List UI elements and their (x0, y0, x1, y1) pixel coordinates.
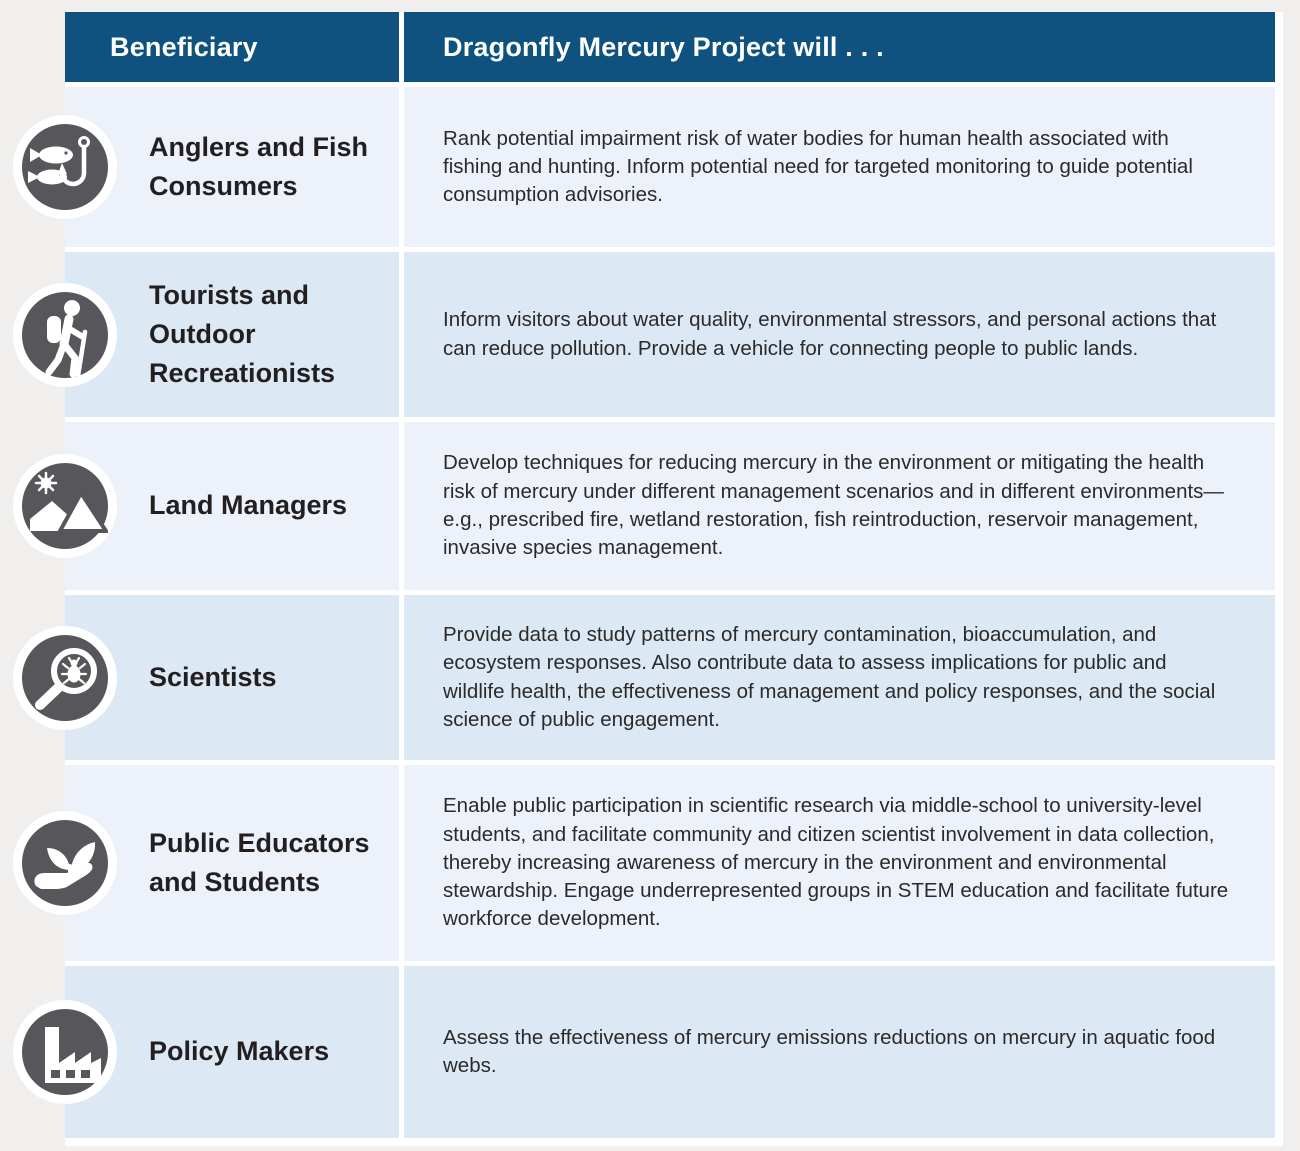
table-row-educators-name (65, 765, 399, 961)
beneficiary-name: Policy Makers (149, 1036, 330, 1067)
beneficiary-description: Inform visitors about water quality, environmental stressors, and personal actions that can reduce pollution. Provide a vehicle for connecting people to public lands. (443, 308, 1217, 360)
header-project-will-label: Dragonfly Mercury Project will . . . (443, 31, 884, 62)
table-row-anglers-name (65, 87, 399, 247)
beneficiary-description: Assess the effectiveness of mercury emissions reductions on mercury in aquatic food webs. (443, 1025, 1216, 1077)
hiker-icon (13, 283, 117, 387)
beneficiary-description: Provide data to study patterns of mercury contamination, bioaccumulation, and ecosystem responses. Also contribute data to assess implications for public and wildlife health, the effectiveness of management and policy responses, and the social science of public engagement. (443, 622, 1216, 731)
table-row-tourists-name (65, 252, 399, 417)
table-row-anglers-desc (404, 87, 1275, 247)
beneficiary-name: Land Managers (149, 490, 348, 521)
beneficiary-description: Enable public participation in scientific research via middle-school to university-level students, and facilitate community and citizen scientist involvement in data collection, thereby increasing awareness of mercury in the environment and environmental stewardship. Engage underrepresented groups in STEM education and facilitate future workforce development. (443, 794, 1229, 931)
table-row-educators-desc (404, 765, 1275, 961)
header-project-will (404, 12, 1275, 82)
header-beneficiary (65, 12, 399, 82)
header-beneficiary-label: Beneficiary (110, 31, 258, 62)
beneficiary-description: Rank potential impairment risk of water bodies for human health associated with fishing and hunting. Inform potential need for targeted monitoring to guide potential consumption advisories. (443, 126, 1193, 207)
table-row-scientists-name (65, 595, 399, 760)
hand-seedling-icon (13, 811, 117, 915)
table-row-tourists-desc (404, 252, 1275, 417)
beneficiary-name: Anglers and Fish Consumers (149, 131, 369, 201)
table-row-land-managers-desc (404, 422, 1275, 590)
beneficiary-name: Tourists and Outdoor Recreationists (149, 279, 336, 389)
mountains-sun-icon (13, 454, 117, 558)
factory-icon (13, 1000, 117, 1104)
fish-and-hook-icon (13, 115, 117, 219)
beneficiary-table (65, 12, 1283, 1146)
table-row-policy-makers-desc (404, 966, 1275, 1138)
table-row-scientists-desc (404, 595, 1275, 760)
table-row-policy-makers-name (65, 966, 399, 1138)
beneficiary-name: Scientists (149, 661, 277, 692)
magnifier-bug-icon (13, 626, 117, 730)
beneficiary-description: Develop techniques for reducing mercury in the environment or mitigating the health risk of mercury under different management scenarios and in different environments—e.g., prescribed fire, wetland restoration, fish reintroduction, reservoir management, invasive species management. (443, 451, 1224, 560)
table-row-land-managers-name (65, 422, 399, 590)
beneficiary-name: Public Educators and Students (149, 827, 370, 897)
